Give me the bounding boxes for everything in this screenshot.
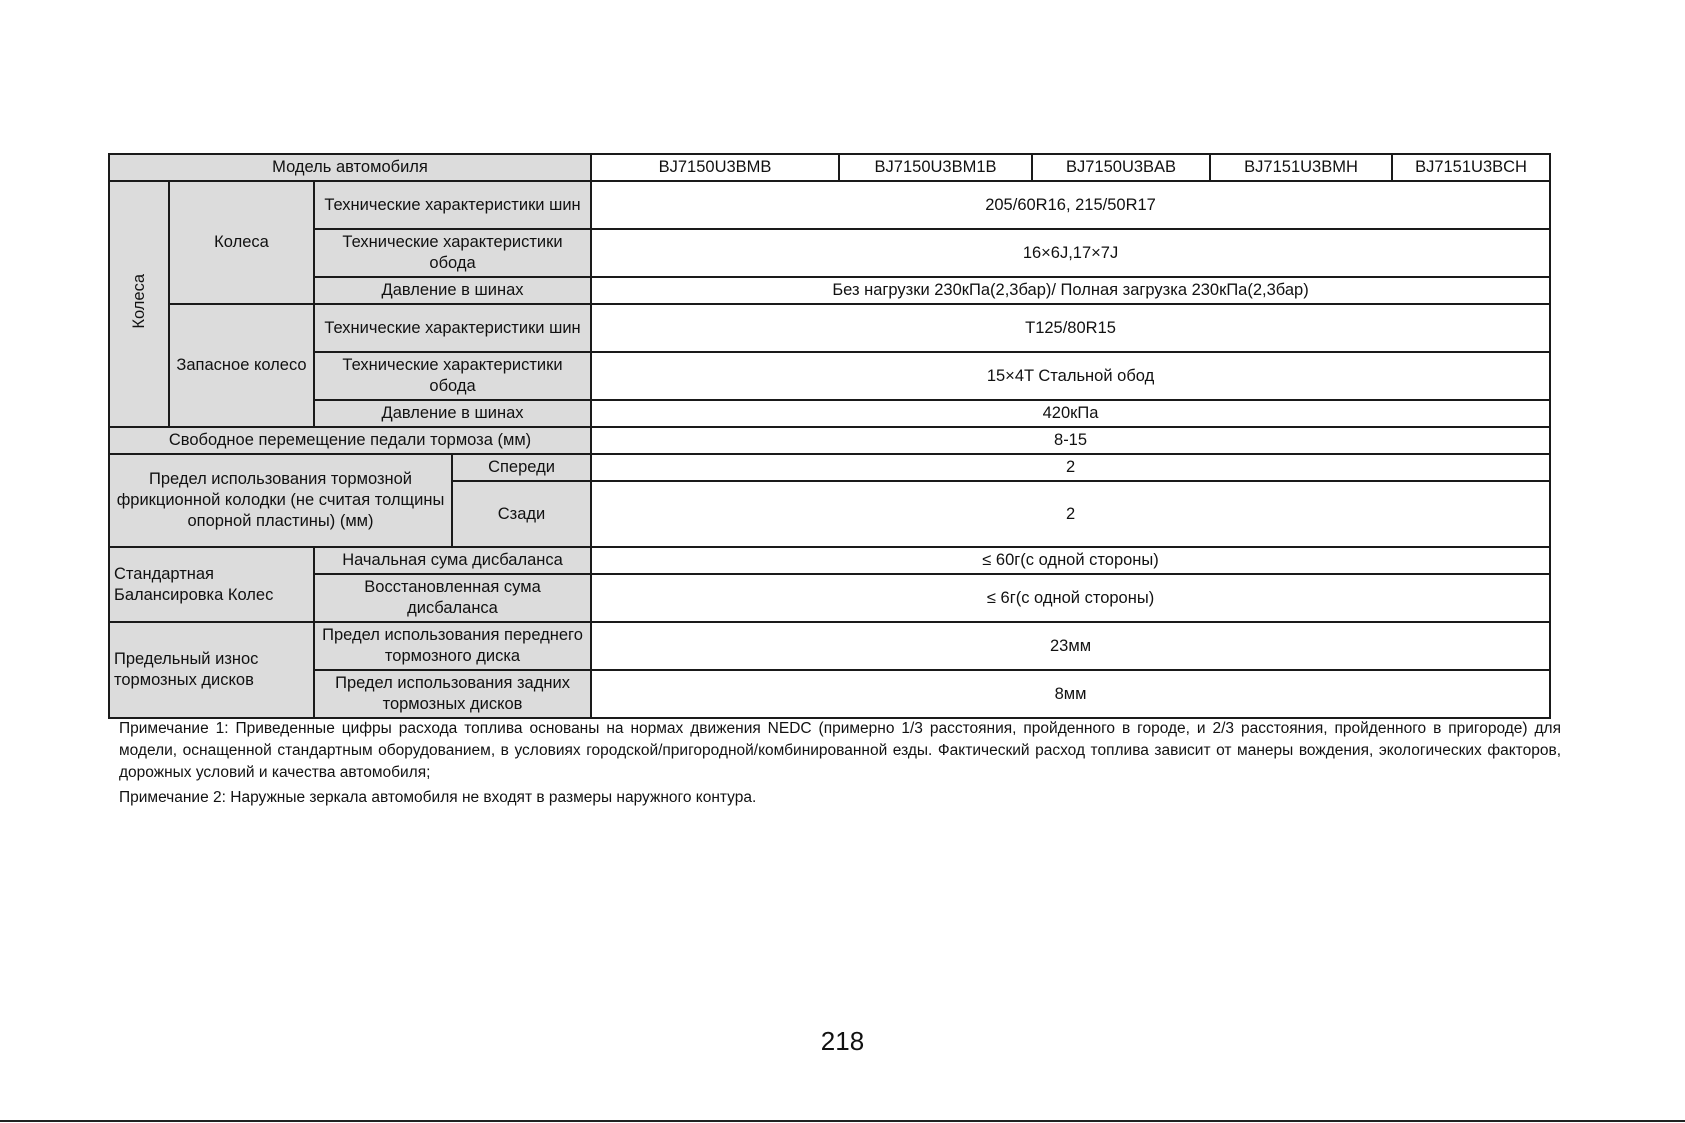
- balancing-restored-label: Восстановленная сума дисбаланса: [314, 574, 591, 622]
- brake-pad-rear-label: Сзади: [452, 481, 591, 547]
- disc-wear-front-label: Предел использования переднего тормозного диска: [314, 622, 591, 670]
- disc-wear-front-value: 23мм: [591, 622, 1550, 670]
- brake-pedal-label: Свободное перемещение педали тормоза (мм): [109, 427, 591, 454]
- spare-pressure-value: 420кПа: [591, 400, 1550, 427]
- spare-rim-spec-value: 15×4T Стальной обод: [591, 352, 1550, 400]
- wheels-group-text: Колеса: [129, 273, 148, 329]
- disc-wear-rear-value: 8мм: [591, 670, 1550, 718]
- balancing-label: Стандартная Балансировка Колес: [109, 547, 314, 622]
- note-1: Примечание 1: Приведенные цифры расхода топлива основаны на нормах движения NEDC (примерно 1/3 расстояния, пройденного в городе, и 2/3 расстояния, пройденного в пригороде) для модели, оснащенной стандартным оборудованием, в условиях городской/пригородной/комбинированной езды. Фактический расход топлива зависит от манеры вождения, экологических факторов, дорожных условий и качества автомобиля;: [119, 720, 1561, 781]
- table-row: [109, 454, 1550, 481]
- spare-tire-spec-label: Технические характеристики шин: [314, 304, 591, 352]
- model-cell: BJ7151U3BMH: [1210, 154, 1392, 181]
- table-row: [109, 400, 1550, 427]
- rim-spec-label: Технические характеристики обода: [314, 229, 591, 277]
- disc-wear-label: Предельный износ тормозных дисков: [109, 622, 314, 718]
- pressure-label: Давление в шинах: [314, 277, 591, 304]
- table-row: [109, 574, 1550, 622]
- specifications-table: [108, 153, 1551, 719]
- table-row: [109, 181, 1550, 229]
- balancing-initial-value: ≤ 60г(с одной стороны): [591, 547, 1550, 574]
- model-cell: BJ7150U3BMB: [591, 154, 839, 181]
- page-number: 218: [820, 1026, 865, 1056]
- spare-wheel-label: Запасное колесо: [169, 304, 314, 427]
- table-row: [109, 154, 1550, 181]
- table-row: [109, 547, 1550, 574]
- table-row: [109, 670, 1550, 718]
- table-row: [109, 622, 1550, 670]
- pressure-value: Без нагрузки 230кПа(2,3бар)/ Полная загрузка 230кПа(2,3бар): [591, 277, 1550, 304]
- bottom-divider: [0, 1120, 1685, 1122]
- brake-pad-rear-value: 2: [591, 481, 1550, 547]
- brake-pad-front-value: 2: [591, 454, 1550, 481]
- brake-pad-front-label: Спереди: [452, 454, 591, 481]
- model-header-label: Модель автомобиля: [109, 154, 591, 181]
- table-row: [109, 352, 1550, 400]
- brake-pad-label: Предел использования тормозной фрикционной колодки (не считая толщины опорной пластины) (мм): [109, 454, 452, 547]
- table-row: [109, 304, 1550, 352]
- brake-pedal-value: 8-15: [591, 427, 1550, 454]
- model-cell: BJ7150U3BM1B: [839, 154, 1032, 181]
- table-row: [109, 277, 1550, 304]
- rim-spec-value: 16×6J,17×7J: [591, 229, 1550, 277]
- tire-spec-value: 205/60R16, 215/50R17: [591, 181, 1550, 229]
- spare-pressure-label: Давление в шинах: [314, 400, 591, 427]
- disc-wear-rear-label: Предел использования задних тормозных дисков: [314, 670, 591, 718]
- balancing-initial-label: Начальная сума дисбаланса: [314, 547, 591, 574]
- tire-spec-label: Технические характеристики шин: [314, 181, 591, 229]
- model-cell: BJ7150U3BAB: [1032, 154, 1210, 181]
- table-row: [109, 427, 1550, 454]
- model-cell: BJ7151U3BCH: [1392, 154, 1550, 181]
- spare-rim-spec-label: Технические характеристики обода: [314, 352, 591, 400]
- note-2: Примечание 2: Наружные зеркала автомобиля не входят в размеры наружного контура.: [119, 789, 757, 806]
- spare-tire-spec-value: T125/80R15: [591, 304, 1550, 352]
- notes-block: [119, 718, 1561, 809]
- wheels-group-label: [109, 181, 169, 427]
- wheels-label: Колеса: [169, 181, 314, 304]
- table-row: [109, 229, 1550, 277]
- balancing-restored-value: ≤ 6г(с одной стороны): [591, 574, 1550, 622]
